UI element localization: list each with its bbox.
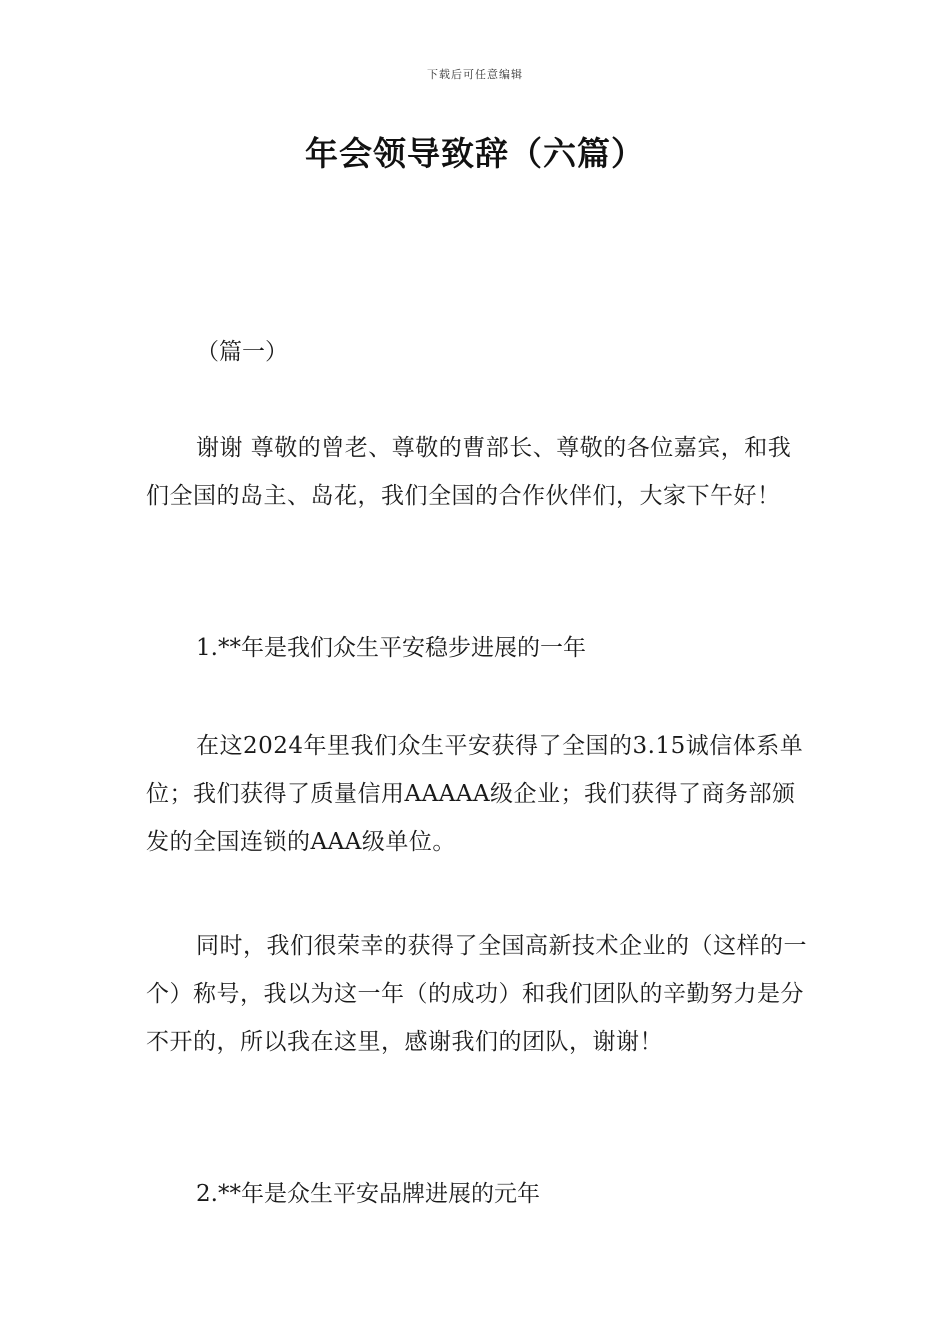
document-title: 年会领导致辞（六篇） bbox=[305, 134, 645, 173]
paragraph-awards: 在这2024年里我们众生平安获得了全国的3.15诚信体系单位；我们获得了质量信用AAAAA级企业；我们获得了商务部颁发的全国连锁的AAA级单位。 bbox=[146, 733, 804, 855]
paragraph-thanks: 同时，我们很荣幸的获得了全国高新技术企业的（这样的一个）称号，我以为这一年（的成功）和我们团队的辛勤努力是分不开的，所以我在这里，感谢我们的团队，谢谢！ bbox=[146, 933, 807, 1055]
section-label: （篇一） bbox=[196, 339, 288, 365]
header-note: 下载后可任意编辑 bbox=[427, 68, 523, 81]
paragraph-greeting: 谢谢 尊敬的曾老、尊敬的曹部长、尊敬的各位嘉宾，和我们全国的岛主、岛花，我们全国的合作伙伴们，大家下午好！ bbox=[146, 435, 792, 509]
section-heading-1: 1.**年是我们众生平安稳步进展的一年 bbox=[196, 635, 586, 661]
section-heading-2: 2.**年是众生平安品牌进展的元年 bbox=[196, 1181, 540, 1207]
